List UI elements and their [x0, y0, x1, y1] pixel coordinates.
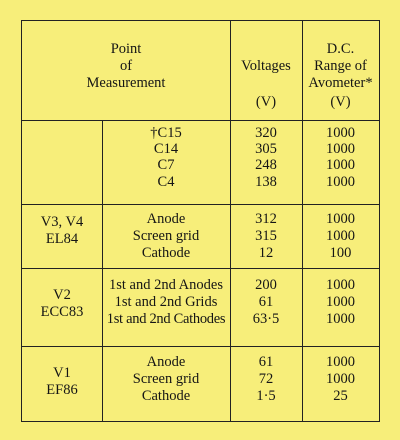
range-cell: 1000: [326, 277, 355, 293]
range-cell: 1000: [326, 141, 355, 157]
voltage-cell: 138: [255, 174, 277, 190]
valve-label: V3, V4: [40, 214, 84, 230]
group-divider-2: [22, 268, 379, 269]
range-cell: 1000: [326, 371, 355, 387]
header-point-line1: Point: [110, 41, 142, 57]
voltage-cell: 315: [255, 228, 277, 244]
point-cell: Cathode: [141, 245, 191, 261]
header-point-line3: Measurement: [86, 75, 166, 91]
header-range-line1: D.C.: [326, 41, 355, 57]
range-cell: 100: [329, 245, 352, 261]
point-cell: C14: [153, 141, 179, 157]
point-cell: Screen grid: [132, 228, 200, 244]
header-range-line2: Range of: [314, 58, 367, 74]
voltage-cell: 61: [258, 354, 274, 370]
point-cell: 1st and 2nd Grids: [114, 294, 218, 310]
voltage-cell: 1·5: [256, 388, 276, 404]
point-cell: Cathode: [141, 388, 191, 404]
range-cell: 1000: [326, 157, 355, 173]
range-cell: 1000: [326, 228, 355, 244]
valve-label: V2: [53, 287, 71, 303]
range-cell: 25: [333, 388, 348, 404]
point-cell: Anode: [146, 354, 186, 370]
voltage-cell: 63·5: [252, 311, 280, 327]
range-cell: 1000: [326, 311, 355, 327]
point-cell: 1st and 2nd Anodes: [109, 277, 223, 293]
valve-label: V1: [53, 365, 71, 381]
point-cell: Screen grid: [132, 371, 200, 387]
group-divider-1: [22, 204, 379, 205]
group-divider-3: [22, 346, 379, 347]
header-voltages-unit: (V): [255, 94, 277, 110]
voltage-cell: 305: [255, 141, 277, 157]
voltage-cell: 248: [255, 157, 277, 173]
range-cell: 1000: [326, 294, 355, 310]
point-cell: 1st and 2nd Cathodes: [106, 311, 226, 327]
valve-type: ECC83: [40, 304, 84, 320]
point-cell: C4: [157, 174, 175, 190]
header-voltages: Voltages: [241, 58, 291, 74]
range-cell: 1000: [326, 354, 355, 370]
point-cell: Anode: [146, 211, 186, 227]
voltage-cell: 72: [258, 371, 274, 387]
point-cell: †C15: [150, 125, 182, 141]
voltage-cell: 312: [255, 211, 277, 227]
measurement-table: [21, 20, 380, 422]
voltage-cell: 320: [255, 125, 277, 141]
voltage-cell: 61: [258, 294, 274, 310]
valve-type: EL84: [45, 231, 79, 247]
point-cell: C7: [157, 157, 175, 173]
header-point-line2: of: [119, 58, 133, 74]
voltage-cell: 200: [255, 277, 277, 293]
header-divider: [22, 120, 379, 121]
range-cell: 1000: [326, 125, 355, 141]
header-range-unit: (V): [330, 94, 351, 110]
voltage-cell: 12: [258, 245, 274, 261]
range-cell: 1000: [326, 174, 355, 190]
range-cell: 1000: [326, 211, 355, 227]
header-range-line3: Avometer*: [308, 75, 373, 91]
valve-type: EF86: [46, 382, 78, 398]
